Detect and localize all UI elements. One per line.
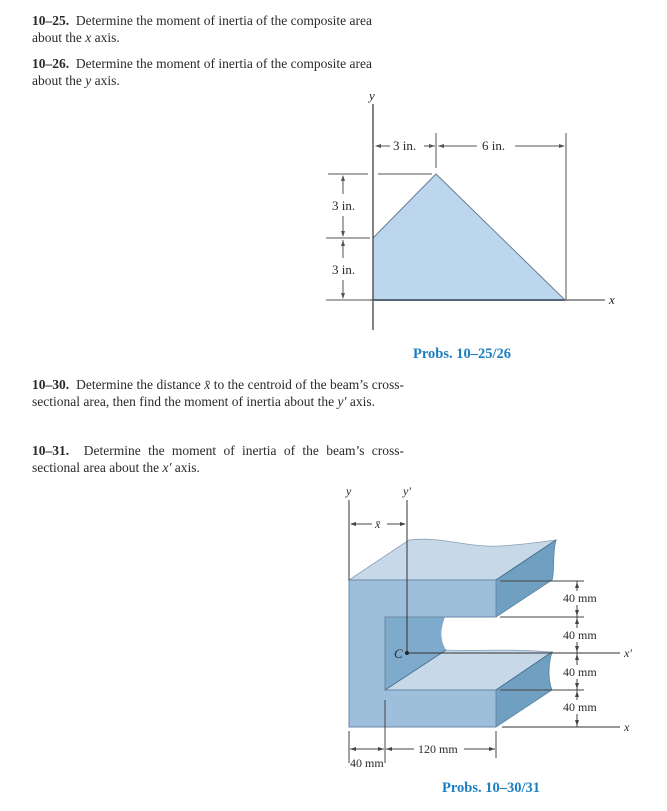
dim-bottom-flange: 120 mm (418, 742, 458, 756)
xbar-symbol: x̄ (204, 377, 211, 392)
x-axis-label: x (609, 292, 615, 307)
problem-text: Determine the moment of inertia of the beam’s cross-sectional area about the (32, 443, 405, 475)
dim-right-2: 40 mm (563, 628, 597, 642)
axis-label: y (85, 73, 92, 88)
y-axis-label: y (369, 88, 375, 103)
axis-label: x (85, 30, 92, 45)
figure1-caption: Probs. 10–25/26 (413, 346, 512, 362)
y-axis-label: y (346, 484, 352, 498)
axis-label: x′ (162, 460, 172, 475)
centroid-label: C (394, 646, 403, 661)
figure2-caption: Probs. 10–30/31 (442, 780, 541, 796)
x-prime-axis-label: x′ (624, 646, 632, 660)
problem-number: 10–25. (32, 13, 70, 28)
problem-number: 10–30. (32, 377, 70, 392)
problem-text-end: axis. (171, 460, 200, 475)
dim-top-right: 6 in. (482, 138, 506, 153)
x-axis-label: x (624, 720, 630, 734)
dim-left-upper: 3 in. (332, 198, 356, 213)
dim-left-lower: 3 in. (332, 262, 356, 277)
problem-text-end: axis. (346, 394, 375, 409)
problem-text-end: axis. (91, 30, 120, 45)
dim-right-3: 40 mm (563, 665, 597, 679)
problem-text: Determine the moment of inertia of the composite area about the (32, 56, 373, 88)
problem-text-end: axis. (91, 73, 120, 88)
y-prime-axis-label: y′ (403, 484, 411, 498)
xbar-label: x̄ (375, 517, 381, 531)
problem-number: 10–26. (32, 56, 70, 71)
problem-text: Determine the distance (76, 377, 205, 392)
axis-label: y′ (337, 394, 347, 409)
dim-top-left: 3 in. (393, 138, 417, 153)
problem-text: Determine the moment of inertia of the composite area about the (32, 13, 373, 45)
dim-right-4: 40 mm (563, 700, 597, 714)
dim-bottom-web: 40 mm (350, 756, 384, 770)
problem-number: 10–31. (32, 443, 70, 458)
problem-text-middle: to the centroid of the beam’s cross-sectional area, then find the moment of inertia about the (32, 377, 404, 409)
dim-right-1: 40 mm (563, 591, 597, 605)
